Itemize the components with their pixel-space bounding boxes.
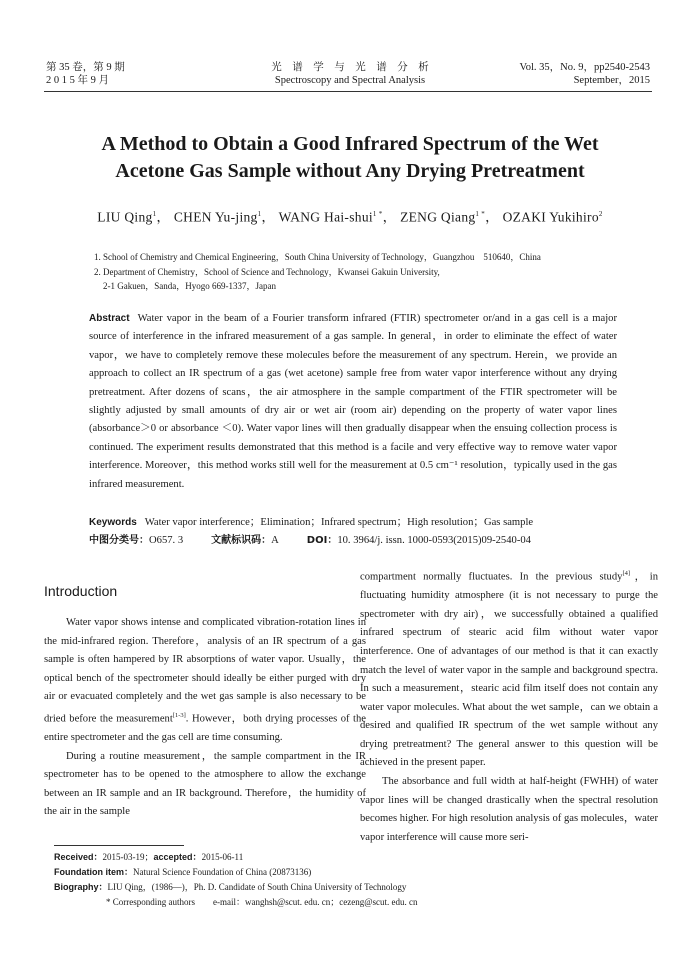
paper-title: [60, 131, 640, 185]
header-journal-en: Spectroscopy and Spectral Analysis: [274, 75, 426, 86]
paragraph-text: . However，both drying processes of the entire spectrometer and the gas cell are time consuming.: [44, 713, 366, 744]
classification-info: [89, 534, 531, 548]
body-left-column: [44, 614, 366, 822]
author-affil-mark: 1: [257, 210, 262, 218]
abstract: [89, 310, 617, 494]
abstract-text: Water vapor in the beam of a Fourier transform infrared (FTIR) spectrometer or/and in a gas cell is a major source of interference in the infrared measurement of a gas sample. In general，in order to eliminate the effect of water vapor，we have to completely remove these molecules before the measurement of any spectrum. Herein，we provide an approach to collect an IR spectrum of a gas (wet acetone) sample free from water vapor interference without any drying pretreatment. After dozens of scans，the air atmosphere in the sample compartment of the FTIR spectrometer will be slightly adjusted by small amounts of dry air or wet air (room air) depending on the property of water vapor lines (absorbance＞0 or absorbance ＜0). Water vapor lines will then gradually disappear when the ensuing collection process is continued. The experiment results demonstrated that this method is a facile and very effective way to remove water vapor interference. Moreover，this method works still well for the measurement at 0.5 cm⁻¹ resolution，typically used in the gas infrared measurement.: [89, 313, 617, 490]
title-line-2: Acetone Gas Sample without Any Drying Pretreatment: [115, 160, 585, 182]
author-list: LIU Qing$^1$， CHEN Yu-jing$^1$， WANG Hai-shui$^{1 *}$， ZENG Qiang$^{1 *}$， OZAKI Yukihiro$^2$: [97, 209, 603, 225]
affiliation-2-address: 2-1 Gakuen，Sanda，Hyogo 669-1337，Japan: [103, 281, 276, 291]
paragraph-text: compartment normally fluctuates. In the previous study: [360, 571, 623, 583]
header-date-en: September，2015: [573, 75, 650, 86]
affiliations: [94, 250, 541, 294]
abstract-label: Abstract: [89, 313, 130, 324]
footnote-divider: [54, 845, 184, 846]
keywords: [89, 516, 619, 530]
keywords-text: Water vapor interference；Elimination；Infrared spectrum；High resolution；Gas sample: [144, 517, 534, 528]
author-name: OZAKI Yukihiro: [502, 209, 599, 225]
author-affil-mark: 1 *: [475, 210, 486, 218]
header-divider: [44, 91, 652, 92]
footnote-foundation: [54, 866, 311, 878]
header-journal-cn: 光 谱 学 与 光 谱 分 析: [271, 62, 429, 73]
header-volume-cn: 第 35 卷，第 9 期: [46, 62, 125, 73]
footnote-biography: [54, 881, 406, 893]
received-date: 2015-03-19；: [102, 852, 154, 862]
affiliation-1: 1. School of Chemistry and Chemical Engineering，South China University of Technology，Guangzhou 510640，China: [94, 252, 541, 262]
citation-ref: [4]: [622, 570, 631, 577]
header-volume-en: Vol. 35，No. 9，pp2540-2543: [519, 62, 650, 73]
paragraph: [44, 614, 366, 748]
biography-value: LIU Qing，(1986—)，Ph. D. Candidate of South China University of Technology: [107, 882, 407, 892]
foundation-value: Natural Science Foundation of China (20873136): [133, 867, 312, 877]
footnote-received: [54, 851, 243, 863]
clc-value: O657. 3: [149, 535, 184, 546]
author-name: WANG Hai-shui: [278, 209, 373, 225]
paragraph: The absorbance and full width at half-height (FWHH) of water vapor lines will be changed drastically when the spectral resolution becomes higher. For high resolution analysis of gas molecules，water vapor interference will cause more seri-: [360, 776, 658, 843]
biography-label: Biography：: [54, 882, 108, 892]
doc-code-value: A: [271, 535, 279, 546]
accepted-label: accepted：: [153, 852, 202, 862]
author-affil-mark: 2: [598, 210, 603, 218]
title-line-1: A Method to Obtain a Good Infrared Spectrum of the Wet: [101, 133, 599, 155]
paragraph: [360, 565, 658, 773]
body-right-column: [360, 565, 658, 847]
doi-value: 10. 3964/j. issn. 1000-0593(2015)09-2540-04: [337, 535, 531, 546]
author-name: LIU Qing: [97, 209, 153, 225]
author-affil-mark: 1 *: [372, 210, 383, 218]
citation-ref: [1-3]: [172, 711, 186, 719]
paragraph-text: ，in fluctuating humidity atmosphere (it is not necessary to purge the spectrometer with dry air)，we successfully obtained a qualified infrared spectrum of stearic acid film without water vapor interference. One of advantages of our method is that it can exactly match the level of water vapor in the sample and background spectra. In such a measurement，stearic acid film itself does not contain any water vapor molecules. What about the wet sample，can we obtain a desired and qualified IR spectrum of the wet sample without any drying pretreatment? The general answer to this question will be achieved in the present paper.: [360, 571, 658, 769]
received-label: Received：: [54, 852, 103, 862]
header-issue-info: [520, 61, 650, 87]
author-name: ZENG Qiang: [400, 209, 476, 225]
paragraph-text: Water vapor shows intense and complicated vibration-rotation lines in the mid-infrared region. Therefore，analysis of an IR spectrum of a gas sample is often hampered by IR absorptions of water vapor. Usually，the optical bench of the spectrometer should ideally be either purged with dry air or evacuated completely and the wet gas sample is also necessary to be dried before the measurement: [44, 617, 366, 725]
doi-label: DOI：: [306, 535, 338, 546]
header-date-cn: 2 0 1 5 年 9 月: [46, 75, 109, 86]
author-affil-mark: 1: [152, 210, 157, 218]
foundation-label: Foundation item：: [54, 867, 133, 877]
paragraph: During a routine measurement，the sample compartment in the IR spectrometer has to be opened to the atmosphere to allow the exchange between an IR sample and an IR background. Therefore，the humidity of the air in the sample: [44, 750, 366, 818]
clc-label: 中图分类号：: [89, 535, 149, 546]
author-name: CHEN Yu-jing: [173, 209, 258, 225]
accepted-date: 2015-06-11: [201, 852, 244, 862]
keywords-label: Keywords: [89, 517, 137, 528]
footnote-corresponding: * Corresponding authors e-mail：wanghsh@scut. edu. cn；cezeng@scut. edu. cn: [106, 897, 418, 907]
affiliation-2: 2. Department of Chemistry，School of Science and Technology，Kwansei Gakuin University,: [94, 266, 440, 277]
section-heading-introduction: Introduction: [44, 583, 118, 599]
doc-code-label: 文献标识码：: [211, 535, 272, 546]
